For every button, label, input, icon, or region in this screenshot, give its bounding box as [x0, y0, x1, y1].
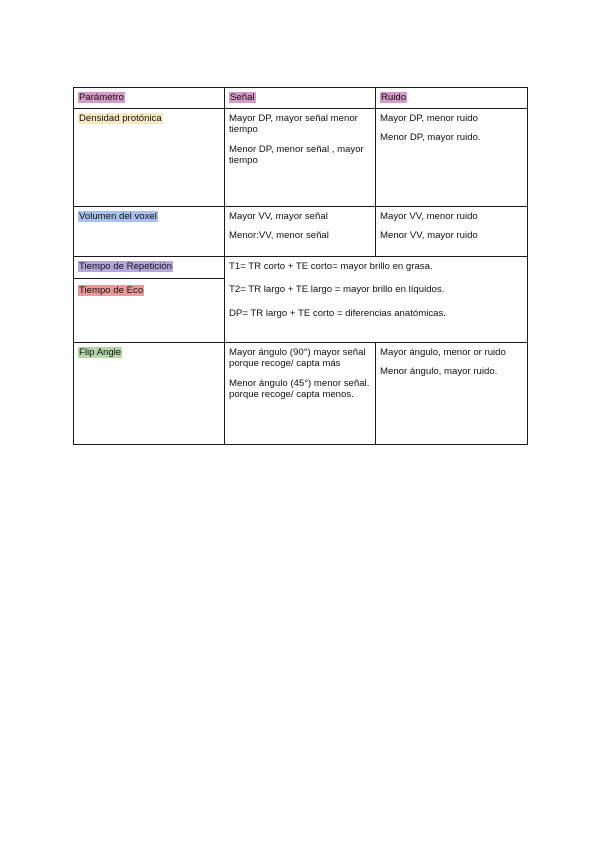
- t2-text: T2= TR largo + TE largo = mayor brillo en líquidos.: [229, 284, 445, 295]
- table-row-tiempos: [74, 256, 528, 342]
- param-cell: [74, 108, 225, 206]
- param-cell-split: [74, 256, 225, 342]
- ruido-text: Mayor DP, menor ruido: [380, 112, 478, 124]
- table-row-densidad: [74, 108, 528, 206]
- ruido-text: Menor ángulo, mayor ruido.: [380, 366, 498, 377]
- ruido-text: Mayor ángulo, menor or ruido: [380, 346, 506, 358]
- param-subcell-tr: [74, 257, 224, 280]
- param-subcell-te: [74, 279, 224, 301]
- param-flip-angle: Flip Angle: [79, 346, 122, 358]
- ruido-text: Menor VV, mayor ruido: [380, 230, 478, 241]
- param-tiempo-eco: Tiempo de Eco: [79, 285, 144, 296]
- ruido-text: Mayor VV, menor ruido: [380, 210, 478, 222]
- senal-text: Menor ángulo (45°) menor señal. porque recoge/ capta menos.: [229, 377, 370, 400]
- param-tiempo-repeticion: Tiempo de Repetición: [79, 260, 172, 272]
- header-cell-ruido: [376, 88, 528, 109]
- param-cell: [74, 206, 225, 256]
- senal-text: Mayor VV, mayor señal: [229, 210, 328, 222]
- tiempos-description-cell: [225, 256, 528, 342]
- table-row-flip: [74, 342, 528, 444]
- senal-text: Menor DP, menor señal , mayor tiempo: [229, 143, 364, 166]
- header-ruido: Ruido: [381, 92, 407, 103]
- param-densidad-protonica: Densidad protónica: [79, 112, 162, 124]
- ruido-cell: [376, 342, 528, 444]
- table-row-volumen: [74, 206, 528, 256]
- ruido-cell: [376, 206, 528, 256]
- senal-text: Mayor DP, mayor señal menor tiempo: [229, 112, 358, 135]
- senal-text: Menor:VV, menor señal: [229, 230, 329, 241]
- header-senal: Señal: [230, 92, 255, 103]
- senal-cell: [225, 206, 376, 256]
- param-cell: [74, 342, 225, 444]
- header-parametro: Parámetro: [79, 92, 124, 103]
- t1-text: T1= TR corto + TE corto= mayor brillo en grasa.: [229, 260, 433, 272]
- header-cell-parametro: [74, 88, 225, 109]
- param-volumen-voxel: Volumen del voxel: [79, 210, 157, 222]
- senal-cell: [225, 342, 376, 444]
- ruido-cell: [376, 108, 528, 206]
- header-cell-senal: [225, 88, 376, 109]
- senal-text: Mayor ángulo (90°) mayor señal porque recoge/ capta más: [229, 346, 366, 369]
- ruido-text: Menor DP, mayor ruido.: [380, 132, 481, 143]
- mri-parameters-table: [73, 87, 528, 445]
- dp-text: DP= TR largo + TE corto = diferencias anatómicas.: [229, 307, 446, 319]
- senal-cell: [225, 108, 376, 206]
- table-header-row: [74, 88, 528, 109]
